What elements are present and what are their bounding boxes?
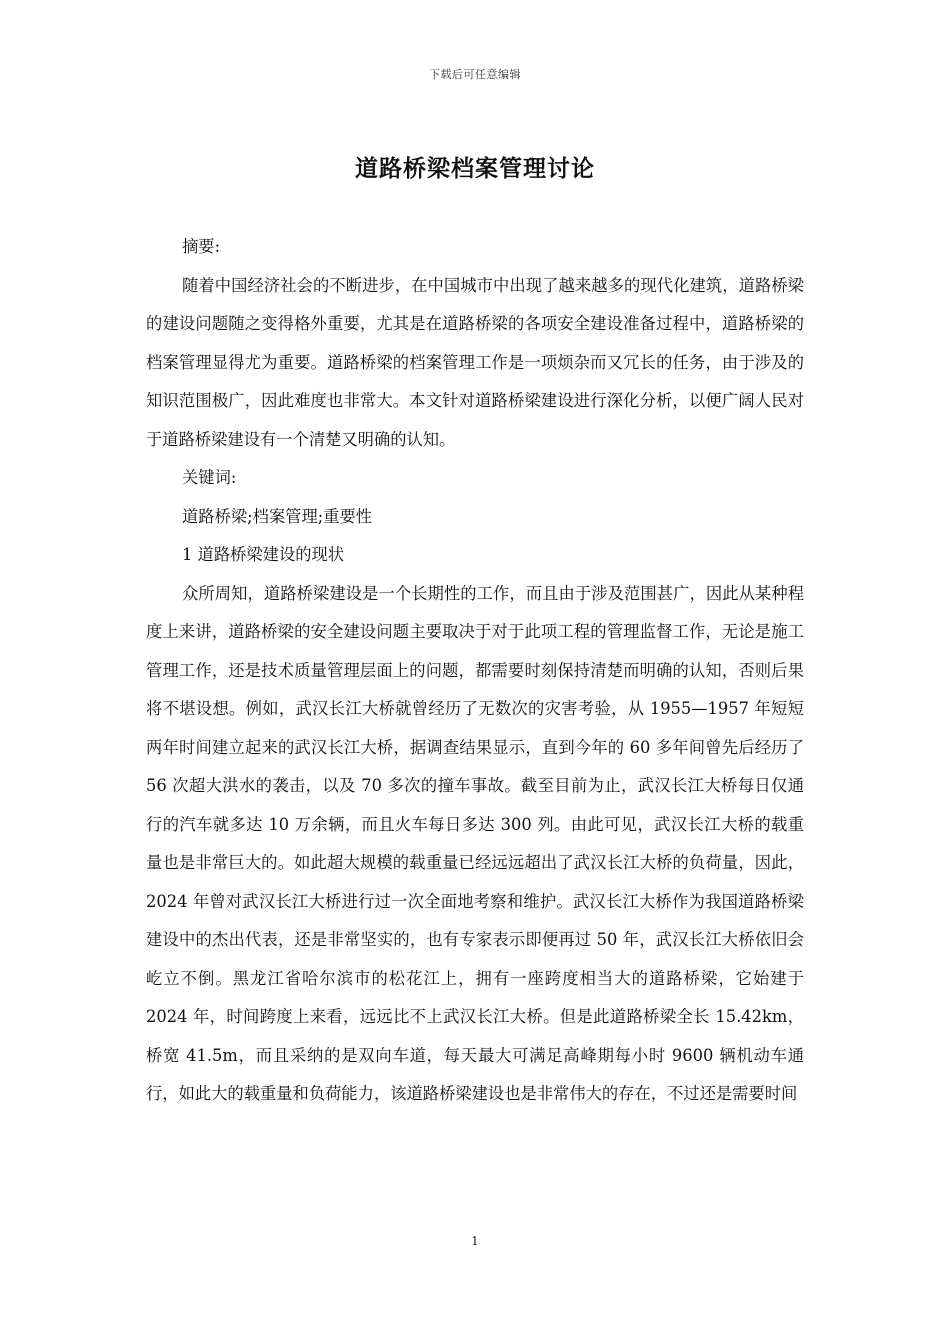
document-title: 道路桥梁档案管理讨论 (355, 155, 595, 182)
document-body (146, 228, 804, 1114)
section-paragraph: 众所周知，道路桥梁建设是一个长期性的工作，而且由于涉及范围甚广，因此从某种程度上来讲，道路桥梁的安全建设问题主要取决于对于此项工程的管理监督工作，无论是施工管理工作，还是技术质量管理层面上的问题，都需要时刻保持清楚而明确的认知，否则后果将不堪设想。例如，武汉长江大桥就曾经历了无数次的灾害考验，从 1955—1957 年短短两年时间建立起来的武汉长江大桥，据调查结果显示，直到今年的 60 多年间曾先后经历了 56 次超大洪水的袭击，以及 70 多次的撞车事故。截至目前为止，武汉长江大桥每日仅通行的汽车就多达 10 万余辆，而且火车每日多达 300 列。由此可见，武汉长江大桥的载重量也是非常巨大的。如此超大规模的载重量已经远远超出了武汉长江大桥的负荷量，因此，2024 年曾对武汉长江大桥进行过一次全面地考察和维护。武汉长江大桥作为我国道路桥梁建设中的杰出代表，还是非常坚实的，也有专家表示即便再过 50 年，武汉长江大桥依旧会屹立不倒。黑龙江省哈尔滨市的松花江上，拥有一座跨度相当大的道路桥梁，它始建于 2024 年，时间跨度上来看，远远比不上武汉长江大桥。但是此道路桥梁全长 15.42km，桥宽 41.5m，而且采纳的是双向车道，每天最大可满足高峰期每小时 9600 辆机动车通行，如此大的载重量和负荷能力，该道路桥梁建设也是非常伟大的存在，不过还是需要时间 (146, 583, 804, 1103)
keywords-text: 道路桥梁;档案管理;重要性 (182, 506, 373, 526)
abstract-paragraph: 随着中国经济社会的不断进步，在中国城市中出现了越来越多的现代化建筑，道路桥梁的建设问题随之变得格外重要，尤其是在道路桥梁的各项安全建设准备过程中，道路桥梁的档案管理显得尤为重要。道路桥梁的档案管理工作是一项烦杂而又冗长的任务，由于涉及的知识范围极广，因此难度也非常大。本文针对道路桥梁建设进行深化分析，以便广阔人民对于道路桥梁建设有一个清楚又明确的认知。 (146, 275, 804, 449)
abstract-label: 摘要: (182, 237, 221, 256)
page-header: 下载后可任意编辑 (429, 68, 521, 81)
page-number: 1 (471, 1234, 479, 1248)
section-heading: 1 道路桥梁建设的现状 (182, 545, 345, 564)
keywords-label: 关键词: (182, 468, 237, 487)
